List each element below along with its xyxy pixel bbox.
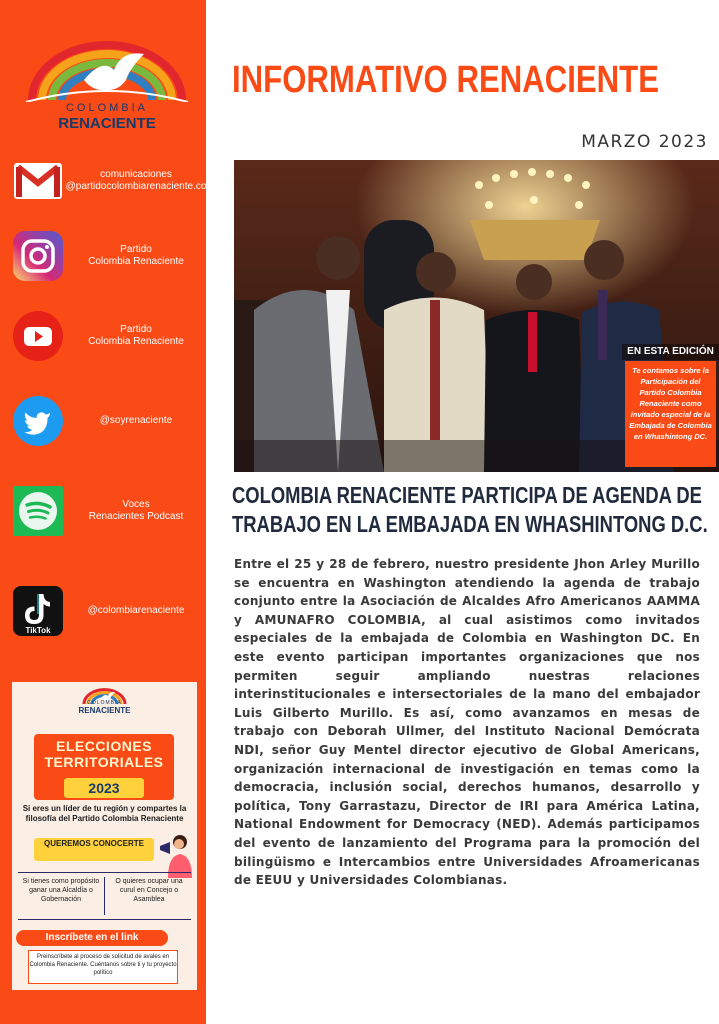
spotify-label: Voces Renacientes Podcast [88, 499, 184, 522]
option-alcaldia: Si tienes como propósito ganar una Alcaldía o Gobernación [22, 878, 100, 903]
article-headline: COLOMBIA RENACIENTE PARTICIPA DE AGENDA DE TRABAJO EN LA EMBAJADA EN WHASHINTONG D.C. [232, 482, 708, 537]
social-instagram[interactable] [12, 230, 202, 282]
social-twitter[interactable] [12, 395, 202, 447]
instagram-icon [12, 230, 64, 282]
social-spotify[interactable] [12, 485, 202, 537]
options-divider [104, 877, 105, 915]
logo-renaciente-text: RENACIENTE [58, 115, 156, 132]
queremos-conocerte: QUEREMOS CONOCERTE [34, 838, 154, 861]
option-concejo: O quieres ocupar una curul en Concejo o Asamblea [115, 878, 183, 903]
instagram-label: Partido Colombia Renaciente [88, 244, 184, 267]
newsletter-title: INFORMATIVO RENACIENTE [232, 59, 660, 101]
social-tiktok[interactable] [12, 585, 202, 637]
party-logo [22, 40, 192, 135]
social-email[interactable] [12, 155, 207, 207]
inscribete-button[interactable]: Inscríbete en el link [16, 930, 168, 946]
spotify-icon [12, 485, 64, 537]
tiktok-label: @colombiarenaciente [87, 605, 185, 616]
social-youtube[interactable] [12, 310, 202, 362]
gmail-icon [12, 155, 64, 207]
poster-logo-colombia: COLOMBIA [87, 700, 122, 706]
poster-logo-renaciente: RENACIENTE [78, 706, 131, 715]
sidebar [0, 0, 206, 1024]
edition-summary: Te contamos sobre la Participación del Partido Colombia Renaciente como invitado especial de la Embajada de Colombia en Whashintong DC. [625, 361, 716, 467]
twitter-label: @soyrenaciente [99, 415, 173, 426]
tiktok-wordmark: TikTok [25, 626, 51, 635]
email-label: comunicaciones @partidocolombiarenaciente.co [65, 169, 207, 192]
tiktok-icon [12, 585, 64, 637]
youtube-icon [12, 310, 64, 362]
rainbow-dove-icon [22, 40, 192, 102]
poster-subtitle: Si eres un líder de tu región y compartes la filosofía del Partido Colombia Renaciente [22, 804, 187, 823]
preinscripcion-note: Preinscríbete al proceso de solicitud de avales en Colombia Renaciente. Cuéntanos sobre ti y tu proyecto político [28, 950, 178, 984]
logo-colombia-text: COLOMBIA [65, 102, 149, 114]
issue-date: MARZO 2023 [581, 132, 708, 152]
article-body: Entre el 25 y 28 de febrero, nuestro presidente Jhon Arley Murillo se encuentra en Washington atendiendo la agenda de trabajo conjunto entre la Asociación de Alcaldes Afro Americanos AAMMA y AMUNAFRO COLOMBIA, al cual asistimos como invitados especiales de la embajada de Colombia en Washington DC. En este evento participan importantes organizaciones que nos permiten seguir ampliando nuestras relaciones interinstitucionales e intersectoriales de la mano del embajador Luis Gilberto Murillo. Es así, como avanzamos en mesas de trabajo con Deborah Ullmer, del Instituto Nacional Demócrata NDI, señor Guy Mentel director ejecutivo de Global Americans, organización internacional de investigación en temas como la democracia, inclusión social, derechos humanos, desarrollo y política, Tony Garrastazu, Director de IRI para América Latina, National Endowment for Democracy (NED). Además participamos del evento de lanzamiento del Programa para la promoción del bilingüismo e Intercambios entre Universidades Afroamericanas de EEUU y Universidades Colombianas. [234, 557, 700, 888]
twitter-icon [12, 395, 64, 447]
elections-year: 2023 [64, 778, 144, 798]
youtube-label: Partido Colombia Renaciente [88, 324, 184, 347]
elections-title: ELECCIONES TERRITORIALES [44, 738, 164, 770]
elections-poster[interactable] [12, 682, 197, 990]
poster-options [18, 872, 191, 920]
edition-heading: EN ESTA EDICIÓN [622, 344, 719, 360]
